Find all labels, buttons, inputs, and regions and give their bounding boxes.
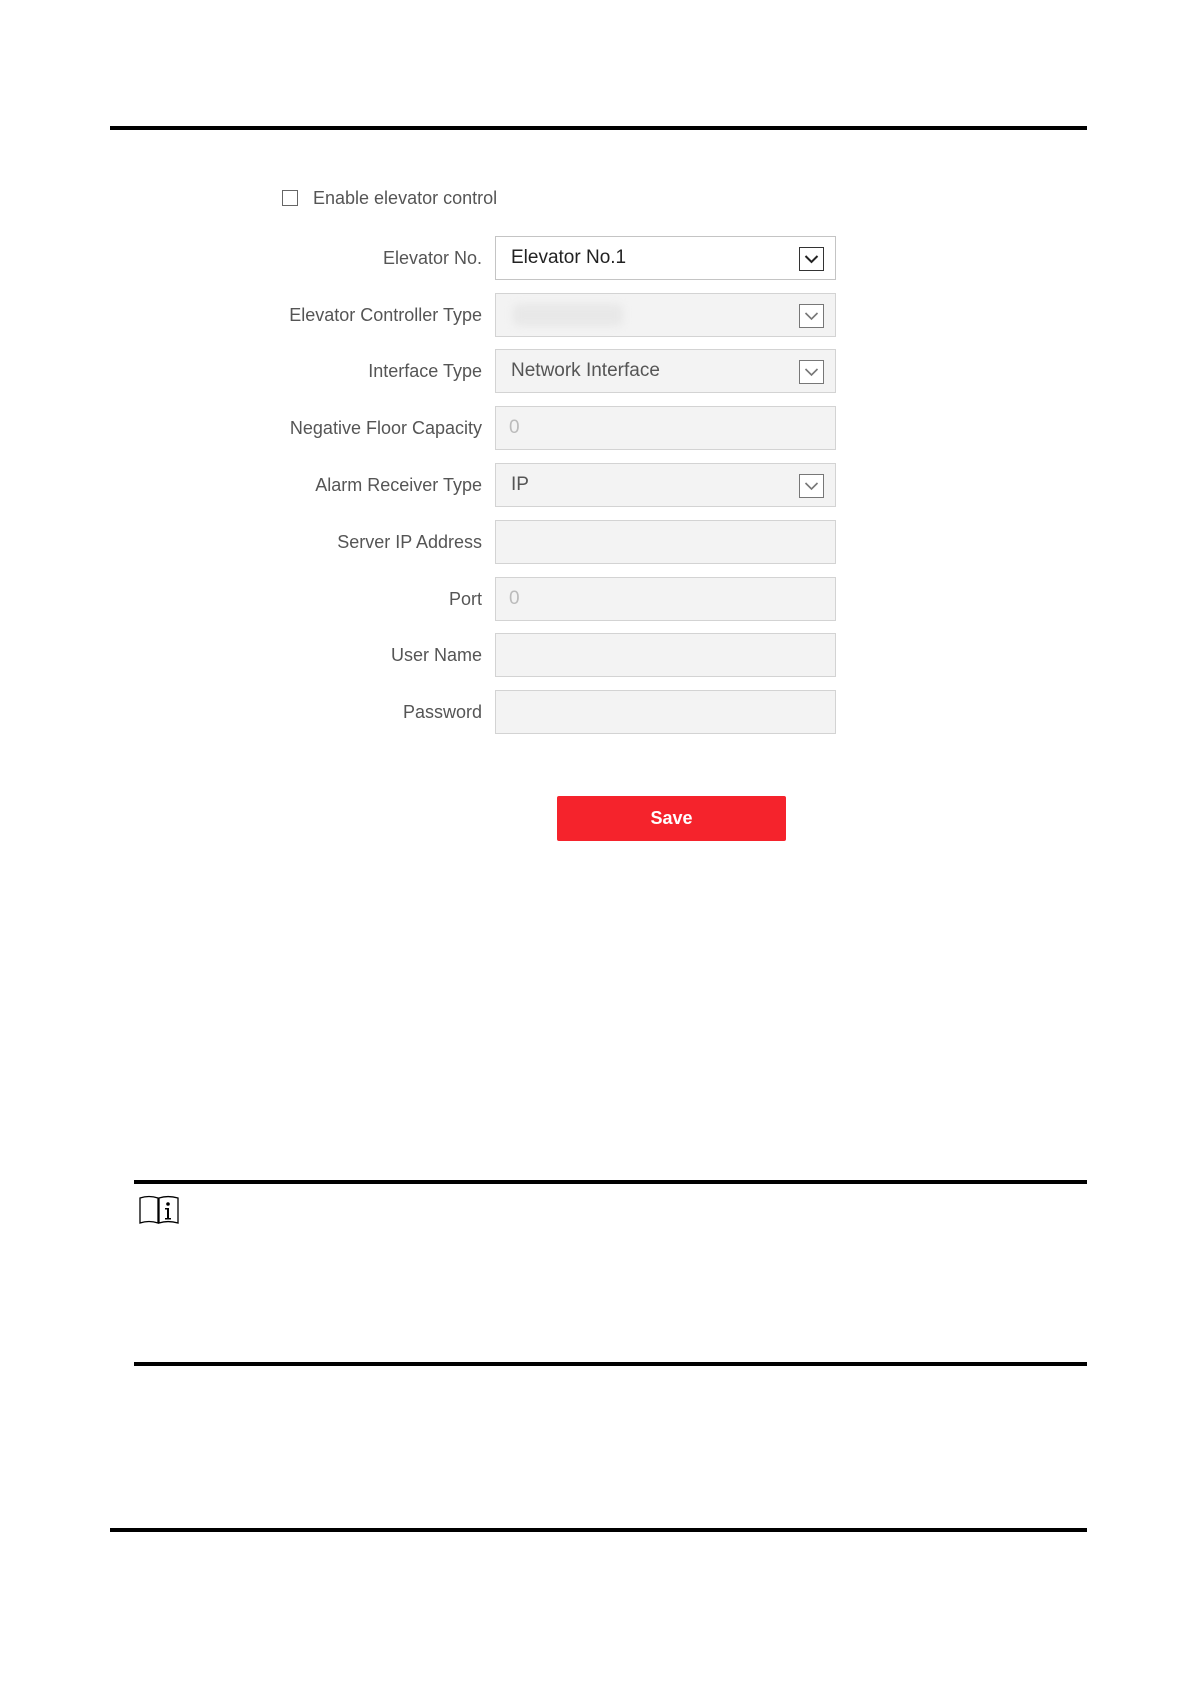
- server-ip-input[interactable]: [495, 520, 836, 564]
- elevator-no-label: Elevator No.: [382, 247, 482, 268]
- chevron-down-icon[interactable]: [799, 474, 824, 498]
- enable-elevator-control-label: Enable elevator control: [313, 187, 498, 208]
- header-rule: [110, 126, 1087, 130]
- controller-type-select[interactable]: [495, 293, 836, 337]
- interface-type-label: Interface Type: [368, 360, 482, 381]
- row-user-name: [260, 633, 850, 677]
- user-name-label: User Name: [390, 644, 482, 665]
- alarm-receiver-type-label: Alarm Receiver Type: [315, 474, 482, 495]
- chevron-down-icon[interactable]: [799, 304, 824, 328]
- row-elevator-no: [260, 236, 850, 280]
- row-password: [260, 690, 850, 734]
- row-controller-type: [260, 293, 850, 337]
- info-book-icon: [138, 1194, 180, 1226]
- enable-elevator-control[interactable]: [282, 186, 497, 210]
- chevron-down-icon[interactable]: [799, 360, 824, 384]
- interface-type-value: Network Interface: [511, 360, 660, 381]
- negative-floor-capacity-label: Negative Floor Capacity: [289, 417, 482, 438]
- elevator-no-value: Elevator No.1: [511, 247, 627, 268]
- row-interface-type: [260, 349, 850, 393]
- note-top-rule: [134, 1180, 1087, 1184]
- row-server-ip: [260, 520, 850, 564]
- interface-type-select[interactable]: [495, 349, 836, 393]
- save-button[interactable]: Save: [557, 796, 786, 841]
- row-port: [260, 577, 850, 621]
- controller-type-value-blurred: [513, 304, 623, 326]
- footer-rule: [110, 1528, 1087, 1532]
- password-input[interactable]: [495, 690, 836, 734]
- note-bottom-rule: [134, 1362, 1087, 1366]
- controller-type-label: Elevator Controller Type: [289, 304, 482, 325]
- port-value: 0: [509, 588, 520, 609]
- row-negative-floor-capacity: [260, 406, 850, 450]
- user-name-input[interactable]: [495, 633, 836, 677]
- negative-floor-capacity-value: 0: [509, 417, 520, 438]
- chevron-down-icon[interactable]: [799, 247, 824, 271]
- elevator-no-select[interactable]: [495, 236, 836, 280]
- enable-elevator-control-checkbox[interactable]: [282, 190, 298, 206]
- password-label: Password: [402, 701, 482, 722]
- port-input[interactable]: [495, 577, 836, 621]
- row-alarm-receiver-type: [260, 463, 850, 507]
- alarm-receiver-type-value: IP: [511, 474, 529, 495]
- alarm-receiver-type-select[interactable]: [495, 463, 836, 507]
- server-ip-label: Server IP Address: [337, 531, 482, 552]
- negative-floor-capacity-input[interactable]: [495, 406, 836, 450]
- port-label: Port: [448, 588, 482, 609]
